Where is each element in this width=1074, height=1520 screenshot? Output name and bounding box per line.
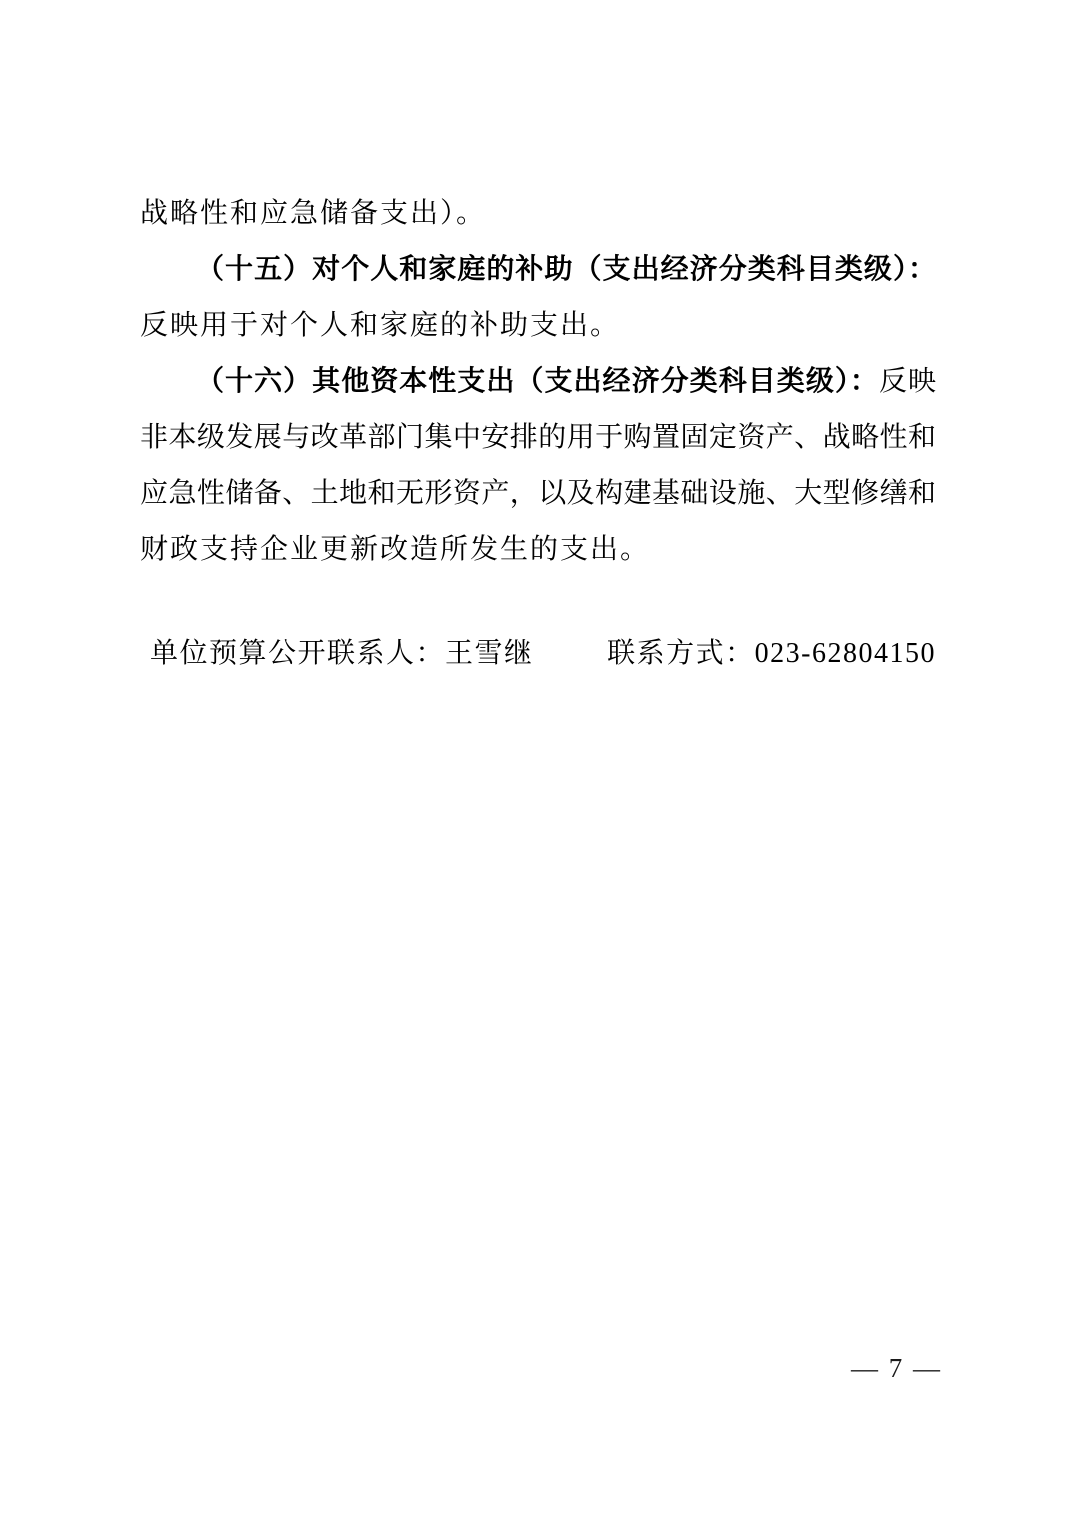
page-number: — 7 — xyxy=(851,1353,942,1383)
text-segment: 财政支持企业更新改造所发生的支出。 xyxy=(140,534,651,565)
body-text-block xyxy=(140,186,936,578)
body-text-line xyxy=(140,410,936,466)
section-heading-line-15 xyxy=(140,242,936,298)
text-segment: （十五）对个人和家庭的补助（支出经济分类科目类级）： xyxy=(196,254,936,285)
contact-phone: 联系方式：023-62804150 xyxy=(607,638,936,669)
body-text-line xyxy=(140,186,936,242)
section-heading-line-16 xyxy=(140,354,936,410)
text-segment: 反映用于对个人和家庭的补助支出。 xyxy=(140,310,621,341)
contact-info-row xyxy=(140,626,936,682)
body-text-line xyxy=(140,466,936,522)
body-text-line xyxy=(140,298,936,354)
text-segment: 非本级发展与改革部门集中安排的用于购置固定资产、战略性和 xyxy=(140,422,936,453)
text-segment: （十六）其他资本性支出（支出经济分类科目类级）： xyxy=(196,366,879,397)
body-text-line xyxy=(140,522,936,578)
budget-contact-person: 单位预算公开联系人：王雪继 xyxy=(150,638,534,669)
text-segment: 战略性和应急储备支出）。 xyxy=(140,198,487,229)
text-segment: 应急性储备、土地和无形资产，以及构建基础设施、大型修缮和 xyxy=(140,478,936,509)
text-segment: 反映 xyxy=(878,366,936,397)
